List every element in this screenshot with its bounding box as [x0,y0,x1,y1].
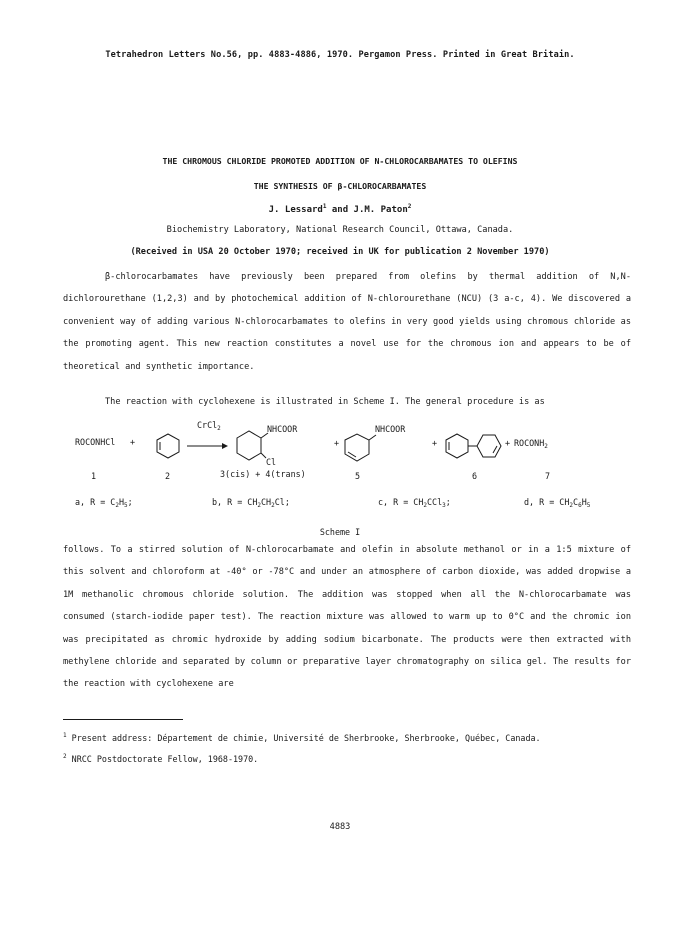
article-title-line-1: THE CHROMOUS CHLORIDE PROMOTED ADDITION OF N-CHLOROCARBAMATES TO OLEFINS [162,156,518,166]
reaction-scheme [0,410,680,540]
arrow-reagent: CrCl$_2$ [197,420,221,432]
paragraph-scheme-intro: The reaction with cyclohexene is illustrated in Scheme I. The general procedure is as [105,397,545,407]
dimer-ring-right [477,435,501,457]
plus-sign: + [505,438,511,448]
plus-sign: + [130,437,136,447]
journal-header: Tetrahedron Letters No.56, pp. 4883-4886, 1970. Pergamon Press. Printed in Great Britain. [105,50,575,60]
product-5-nhcoor: NHCOOR [375,424,406,434]
affiliation: Biochemistry Laboratory, National Research Council, Ottawa, Canada. [166,225,514,235]
author-conjunction: and [326,205,354,215]
footnote-2: $^2$ NRCC Postdoctorate Fellow, 1968-1970. [63,753,259,764]
author-1-mark: 1 [322,203,327,210]
page-number: 4883 [329,822,351,832]
r-definition-c: c, $R = CH_2CCl_3$; [378,497,451,509]
author-1: J. Lessard [268,205,323,215]
compound-label-5: 5 [355,471,361,481]
scheme-structures [0,410,680,540]
compound-label-2: 2 [165,471,171,481]
allylic-nhcoor-bond [369,435,376,440]
paragraph-procedure: follows. To a stirred solution of N-chlorocarbamate and olefin in absolute methanol or in a 1:5 mixture of this solvent and chloroform at -40° or -78°C and under an atmosphere of carbon dioxide, was added dropwise a 1M methanolic chromous chloride solution. The addition was stopped when all the N-chlorocarbamate was consumed (starch-iodide paper test). The reaction mixture was allowed to warm up to 0°C and the chromic ion was precipitated as chromic hydroxide by adding sodium bicarbonate. The products were then extracted with methylene chloride and separated by column or preparative layer chromatography on silica gel. The results for the reaction with cyclohexene are [63,545,631,690]
author-2-mark: 2 [407,203,412,210]
plus-sign: + [334,438,340,448]
product-3-4-label: 3(cis) + 4(trans) [220,469,306,479]
product-3-cl: Cl [266,457,277,467]
paragraph-intro: β-chlorocarbamates have previously been prepared from olefins by thermal addition of N,N-dichlorourethane (1,2,3) and by photochemical addition of N-chlorourethane (NCU) (3 a-c, 4). We discovered a convenient way of adding various N-chlorocarbamates to olefins in very good yields using chromous chloride as the promoting agent. This new reaction constitutes a novel use for the chromous ion and appears to be of theoretical and synthetic importance. [63,272,631,372]
allylic-carbamate-ring [345,434,369,461]
received-dates: (Received in USA 20 October 1970; received in UK for publication 2 November 1970) [130,247,550,257]
reagent-1: ROCONHCl [75,437,116,447]
compound-label-1: 1 [91,471,97,481]
r-definition-d: d, $R = CH_2C_6H_5$ [524,497,591,509]
footnote-divider [63,719,183,720]
article-title-line-2: THE SYNTHESIS OF β-CHLOROCARBAMATES [253,181,427,191]
product-7: $ROCONH_2$ [514,438,548,450]
compound-label-6: 6 [472,471,478,481]
scheme-caption: Scheme I [319,527,361,537]
reaction-arrow-head [222,443,228,449]
r-definition-b: b, $R = CH_2CH_2Cl$; [212,497,290,509]
product-3-nhcoor: NHCOOR [267,424,298,434]
plus-sign: + [432,438,438,448]
footnote-1: $^1$ Present address: Département de chimie, Université de Sherbrooke, Sherbrooke, Québec, Canada. [63,732,541,743]
compound-label-7: 7 [545,471,551,481]
author-2: J.M. Paton [353,205,408,215]
r-definition-a: a, $R = C_2H_5$; [75,497,133,509]
author-line [0,203,680,215]
dimer-right-double-bond [493,446,497,453]
chlorocarbamate-ring [237,431,261,460]
